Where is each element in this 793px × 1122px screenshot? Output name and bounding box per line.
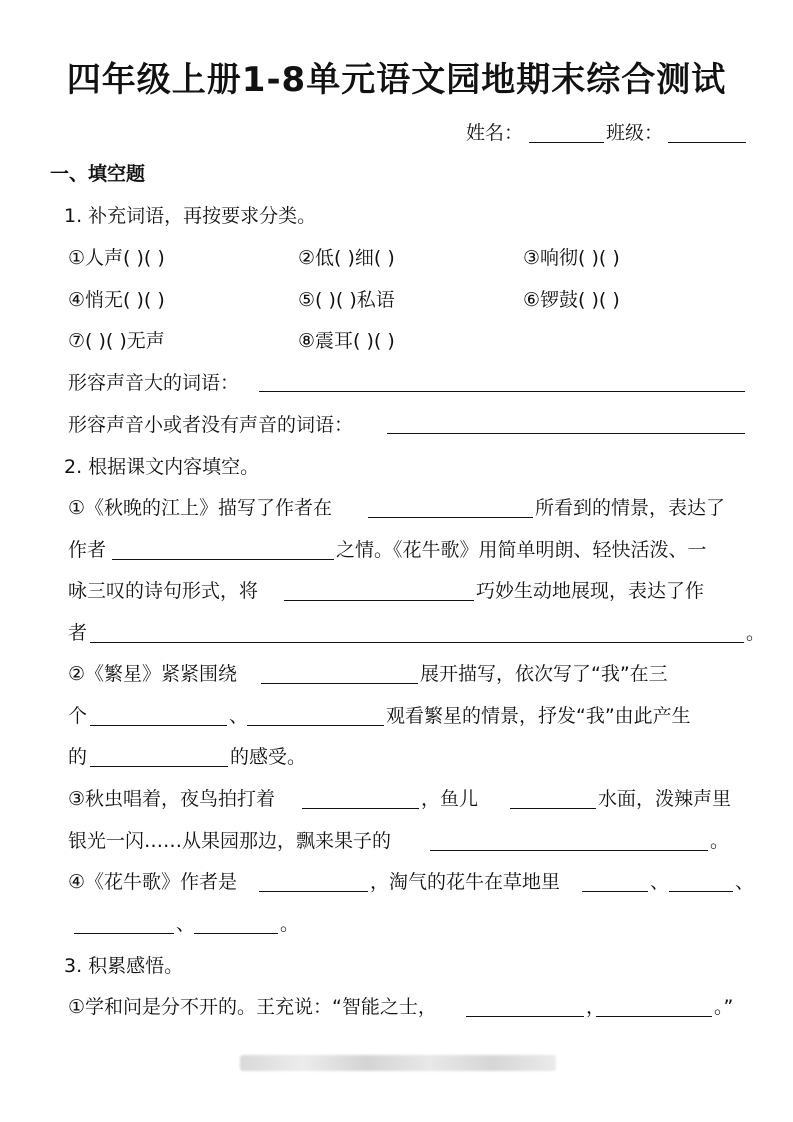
answer-blank[interactable]: [74, 933, 174, 934]
answer-blank[interactable]: [90, 725, 227, 726]
answer-blank[interactable]: [582, 891, 648, 892]
word-item: ⑥锣鼓( )( ): [523, 289, 620, 311]
word-item: ⑤( )( )私语: [298, 289, 395, 311]
word-item: ⑧震耳( )( ): [298, 330, 395, 352]
answer-blank[interactable]: [90, 766, 228, 767]
answer-blank[interactable]: [247, 725, 384, 726]
q2-text: 个: [68, 705, 88, 727]
class-label: 班级：: [606, 122, 664, 144]
q2-text: ①《秋晚的江上》描写了作者在: [68, 497, 333, 519]
loud-words-blank[interactable]: [259, 391, 745, 392]
word-item: ①人声( )( ): [68, 247, 165, 269]
name-label: 姓名：: [466, 122, 524, 144]
answer-blank[interactable]: [112, 559, 334, 560]
q2-text: ④《花牛歌》作者是: [68, 871, 238, 893]
answer-blank[interactable]: [368, 517, 533, 518]
name-blank[interactable]: [529, 142, 604, 143]
q2-text: 展开描写，依次写了“我”在三: [420, 663, 668, 685]
answer-blank[interactable]: [669, 891, 733, 892]
q3-text: 。”: [714, 996, 734, 1018]
answer-blank[interactable]: [302, 808, 419, 809]
quiet-words-label: 形容声音小或者没有声音的词语：: [68, 414, 354, 436]
word-item: ④悄无( )( ): [68, 289, 165, 311]
q2-text: 、: [229, 705, 249, 727]
answer-blank[interactable]: [510, 808, 596, 809]
q2-text: ，鱼儿: [421, 788, 479, 810]
q3-text: ，: [586, 996, 606, 1018]
answer-blank[interactable]: [90, 642, 744, 643]
q2-text: 。: [746, 622, 766, 644]
q2-text: ，淘气的花牛在草地里: [370, 871, 561, 893]
page-title: 四年级上册1-8单元语文园地期末综合测试: [66, 60, 727, 100]
question-3-label: 3. 积累感悟。: [64, 955, 184, 977]
word-item: ⑦( )( )无声: [68, 330, 165, 352]
answer-blank[interactable]: [261, 683, 418, 684]
q2-text: 水面，泼辣声里: [598, 788, 732, 810]
question-2-label: 2. 根据课文内容填空。: [64, 456, 260, 478]
q2-text: 的: [68, 746, 88, 768]
q2-text: 者: [68, 622, 88, 644]
q2-text: 巧妙生动地展现，表达了作: [476, 580, 705, 602]
q2-text: ③秋虫唱着，夜鸟拍打着: [68, 788, 276, 810]
question-1-label: 1. 补充词语，再按要求分类。: [64, 205, 317, 227]
q2-text: 咏三叹的诗句形式，将: [68, 580, 259, 602]
q2-text: 。: [280, 913, 300, 935]
answer-blank[interactable]: [430, 850, 708, 851]
q2-text: 之情。《花牛歌》用简单明朗、轻快活泼、一: [336, 539, 707, 561]
answer-blank[interactable]: [194, 933, 278, 934]
class-blank[interactable]: [668, 142, 746, 143]
q2-text: 作者: [68, 539, 107, 561]
q2-text: 银光一闪……从果园那边，飘来果子的: [68, 830, 392, 852]
q2-text: 、: [650, 871, 670, 893]
loud-words-label: 形容声音大的词语：: [68, 372, 240, 394]
q2-text: 的感受。: [230, 746, 307, 768]
answer-blank[interactable]: [466, 1016, 584, 1017]
answer-blank[interactable]: [284, 600, 474, 601]
q3-text: ①学和问是分不开的。王充说：“智能之士，: [68, 996, 437, 1018]
word-item: ②低( )细( ): [298, 247, 395, 269]
q2-text: 。: [710, 830, 730, 852]
blurred-footer-watermark: [240, 1055, 556, 1071]
answer-blank[interactable]: [259, 891, 368, 892]
section-heading: 一、填空题: [50, 163, 146, 185]
q2-text: ②《繁星》紧紧围绕: [68, 663, 238, 685]
quiet-words-blank[interactable]: [387, 433, 745, 434]
answer-blank[interactable]: [596, 1016, 712, 1017]
q2-text: 观看繁星的情景，抒发“我”由此产生: [386, 705, 691, 727]
q2-text: 所看到的情景，表达了: [535, 497, 726, 519]
q2-text: 、: [735, 871, 755, 893]
word-item: ③响彻( )( ): [523, 247, 620, 269]
q2-text: 、: [176, 913, 196, 935]
